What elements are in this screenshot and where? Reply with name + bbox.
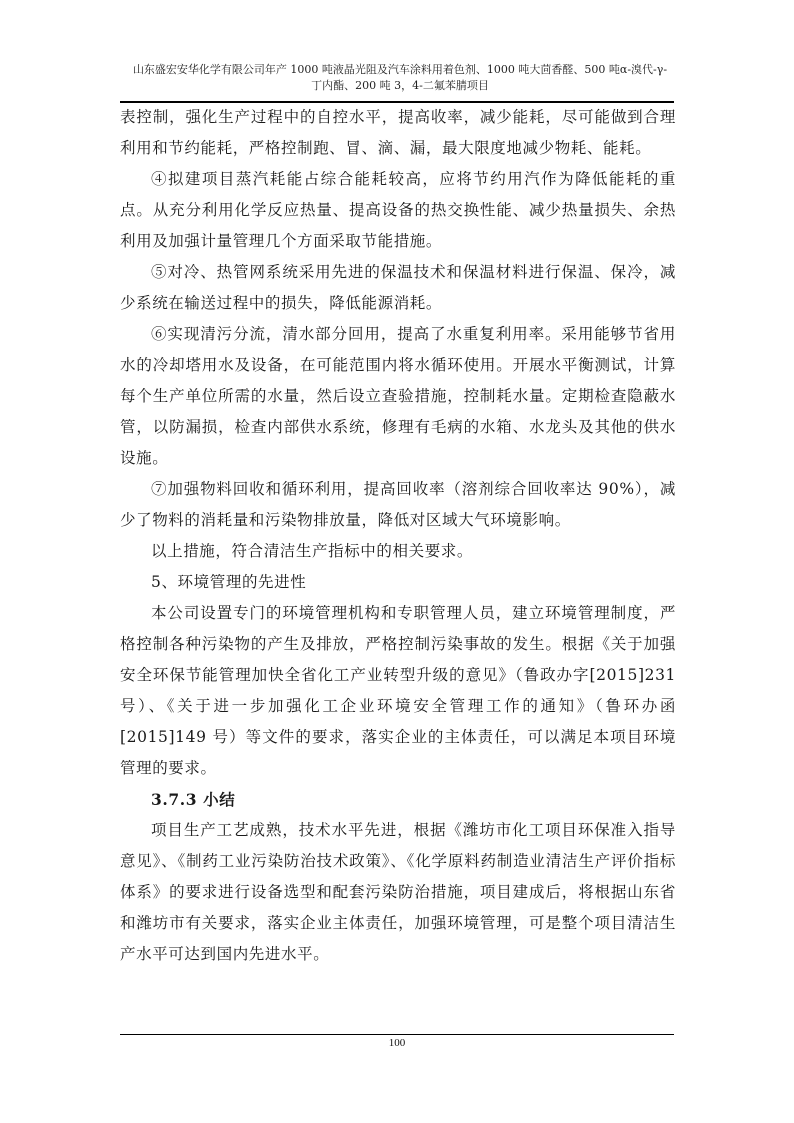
paragraph-environmental-management: 本公司设置专门的环境管理机构和专职管理人员，建立环境管理制度，严格控制各种污染物的产生及排放，严格控制污染事故的发生。根据《关于加强安全环保节能管理加快全省化工产业转型升级的意见》（鲁政办字[2015]231 号）、《关于进一步加强化工企业环境安全管理工作的通知》（鲁环办函[2015]149 号）等文件的要求，落实企业的主体责任，可以满足本项目环境管理的要求。: [120, 604, 676, 777]
paragraph-summary: 项目生产工艺成熟，技术水平先进，根据《潍坊市化工项目环保准入指导意见》、《制药工业污染防治技术政策》、《化学原料药制造业清洁生产评价指标体系》的要求进行设备选型和配套污染防治措施，项目建成后，将根据山东省和潍坊市有关要求，落实企业主体责任，加强环境管理，可是整个项目清洁生产水平可达到国内先进水平。: [120, 821, 676, 963]
paragraph-continuation: 表控制，强化生产过程中的自控水平，提高收率，减少能耗，尽可能做到合理利用和节约能耗，严格控制跑、冒、滴、漏，最大限度地减少物耗、能耗。: [120, 108, 676, 157]
paragraph-item-7: ⑦加强物料回收和循环利用，提高回收率（溶剂综合回收率达 90%），减少了物料的消耗量和污染物排放量，降低对区域大气环境影响。: [120, 480, 676, 529]
section-heading: 3.7.3 小结: [151, 790, 236, 809]
paragraph-conclusion: 以上措施，符合清洁生产指标中的相关要求。: [151, 542, 474, 560]
footer-divider: [120, 1034, 674, 1035]
header-title-line-2: 丁内酯、200 吨 3，4-二氟苯腈项目: [311, 79, 489, 92]
running-header: [110, 62, 690, 94]
subheading-environmental-management: 5、环境管理的先进性: [151, 573, 307, 591]
paragraph-item-6: ⑥实现清污分流，清水部分回用，提高了水重复利用率。采用能够节省用水的冷却塔用水及设备，在可能范围内将水循环使用。开展水平衡测试，计算每个生产单位所需的水量，然后设立查验措施，控制耗水量。定期检查隐蔽水管，以防漏损，检查内部供水系统，修理有毛病的水箱、水龙头及其他的供水设施。: [120, 325, 676, 467]
page-body: [120, 102, 676, 970]
paragraph-item-4: ④拟建项目蒸汽耗能占综合能耗较高，应将节约用汽作为降低能耗的重点。从充分利用化学反应热量、提高设备的热交换性能、减少热量损失、余热利用及加强计量管理几个方面采取节能措施。: [120, 170, 676, 250]
page-number: 100: [388, 1037, 406, 1049]
header-title-line-1: 山东盛宏安华化学有限公司年产 1000 吨液晶光阻及汽车涂料用着色剂、1000 吨大茴香醛、500 吨α-溴代-γ-: [132, 63, 668, 76]
paragraph-item-5: ⑤对冷、热管网系统采用先进的保温技术和保温材料进行保温、保冷，减少系统在输送过程中的损失，降低能源消耗。: [120, 263, 676, 312]
